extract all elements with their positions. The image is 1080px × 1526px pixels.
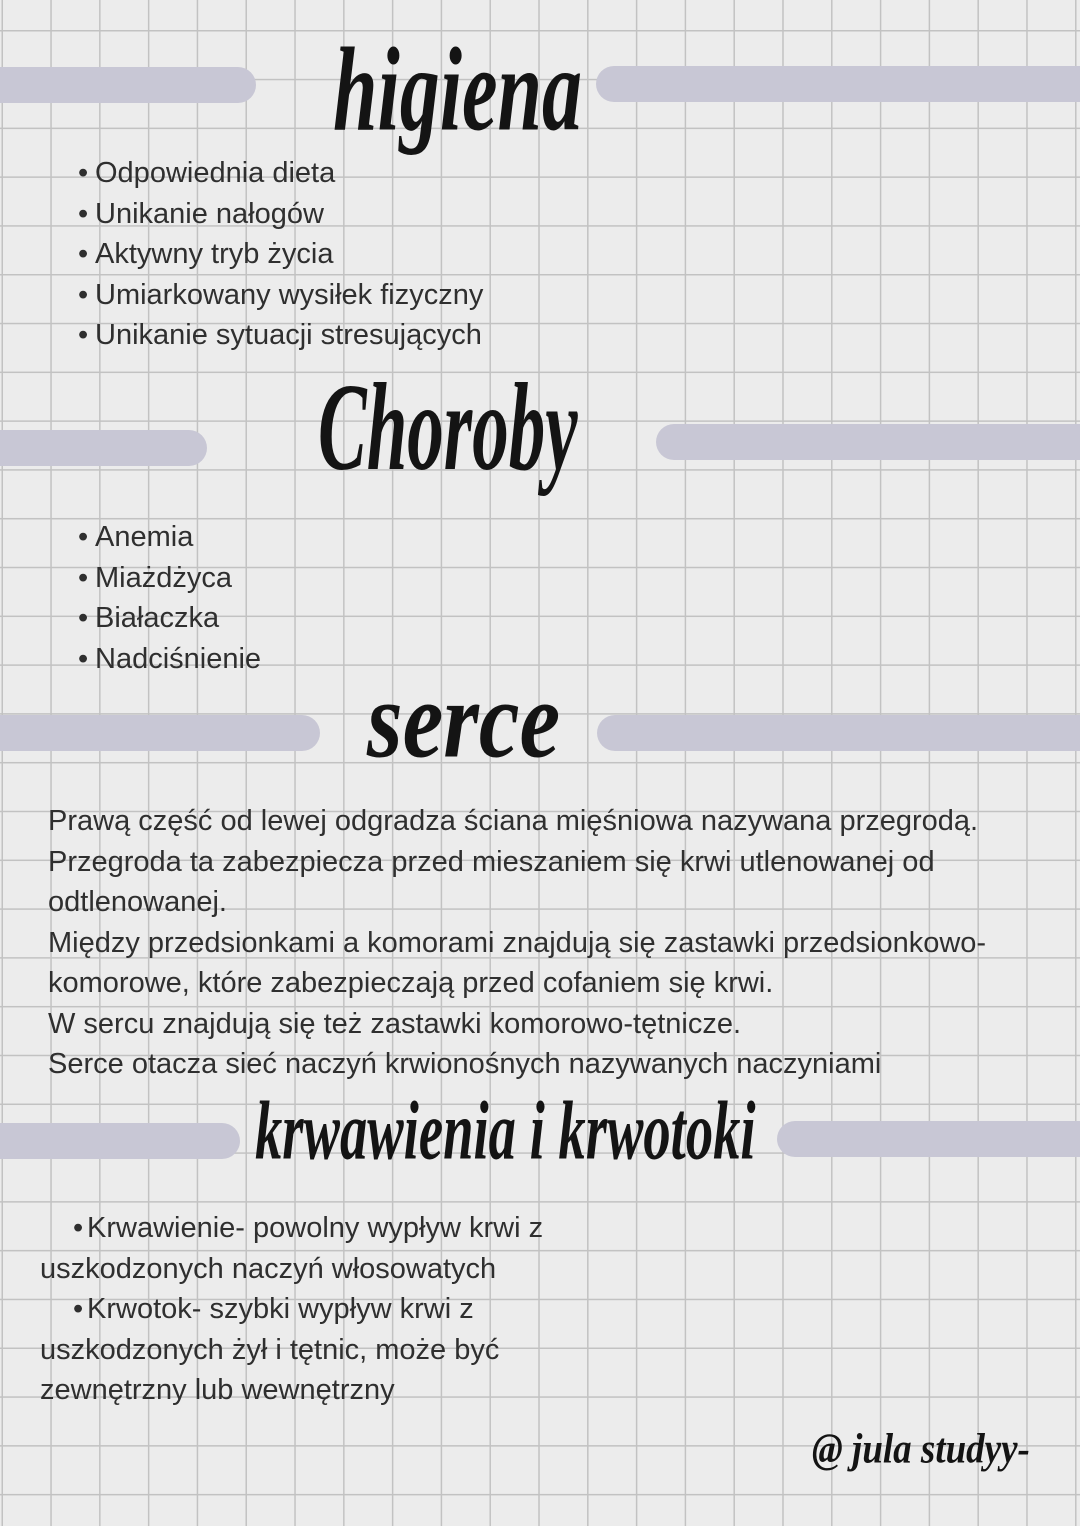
section-title-bleeding: krwawienia i krwotoki — [255, 1085, 756, 1178]
paragraph-line: W sercu znajdują się też zastawki komorowo-tętnicze. — [48, 1007, 742, 1040]
list-item: • Miażdżyca — [78, 558, 261, 599]
divider-bar — [0, 430, 207, 466]
list-item: • Umiarkowany wysiłek fizyczny — [78, 275, 483, 316]
list-item-first-line: • Krwotok- szybki wypływ krwi z — [40, 1289, 543, 1330]
hygiene-list — [78, 153, 483, 356]
paragraph-line: odtlenowanej. — [48, 886, 227, 918]
divider-bar — [777, 1121, 1080, 1157]
paragraph-line: Serce otacza sieć naczyń krwionośnych nazywanych naczyniami — [48, 1048, 882, 1080]
list-item: • Unikanie nałogów — [78, 194, 483, 235]
bleeding-list — [40, 1208, 543, 1411]
list-item-continuation: uszkodzonych naczyń włosowatych — [40, 1252, 497, 1285]
divider-bar — [597, 715, 1080, 751]
list-item: • Odpowiednia dieta — [78, 153, 483, 194]
section-title-hygiene: higiena — [333, 22, 582, 156]
section-title-diseases: Choroby — [318, 357, 578, 497]
list-item-continuation: zewnętrzny lub wewnętrzny — [40, 1374, 395, 1406]
divider-bar — [596, 66, 1080, 102]
diseases-list — [78, 517, 261, 679]
list-item: • Anemia — [78, 517, 261, 558]
paragraph-line: komorowe, które zabezpieczają przed cofaniem się krwi. — [48, 967, 774, 999]
section-title-heart: serce — [367, 658, 561, 781]
list-item: • Nadciśnienie — [78, 639, 261, 680]
list-item — [40, 1289, 543, 1411]
list-item: • Unikanie sytuacji stresujących — [78, 315, 483, 356]
paragraph-line: Przegroda ta zabezpiecza przed mieszaniem się krwi utlenowanej od — [48, 845, 935, 878]
divider-bar — [0, 715, 320, 751]
divider-bar — [0, 67, 256, 103]
divider-bar — [656, 424, 1080, 460]
author-signature: @ jula studyy- — [812, 1425, 1030, 1473]
paragraph-line: Prawą część od lewej odgradza ściana mięśniowa nazywana przegrodą. — [48, 805, 979, 837]
divider-bar — [0, 1123, 240, 1159]
paragraph-line: Między przedsionkami a komorami znajdują się zastawki przedsionkowo- — [48, 926, 987, 959]
heart-paragraph — [48, 801, 986, 1085]
list-item: • Białaczka — [78, 598, 261, 639]
list-item-first-line: • Krwawienie- powolny wypływ krwi z — [40, 1208, 543, 1249]
list-item — [40, 1208, 543, 1289]
list-item: • Aktywny tryb życia — [78, 234, 483, 275]
list-item-continuation: uszkodzonych żył i tętnic, może być — [40, 1333, 500, 1366]
